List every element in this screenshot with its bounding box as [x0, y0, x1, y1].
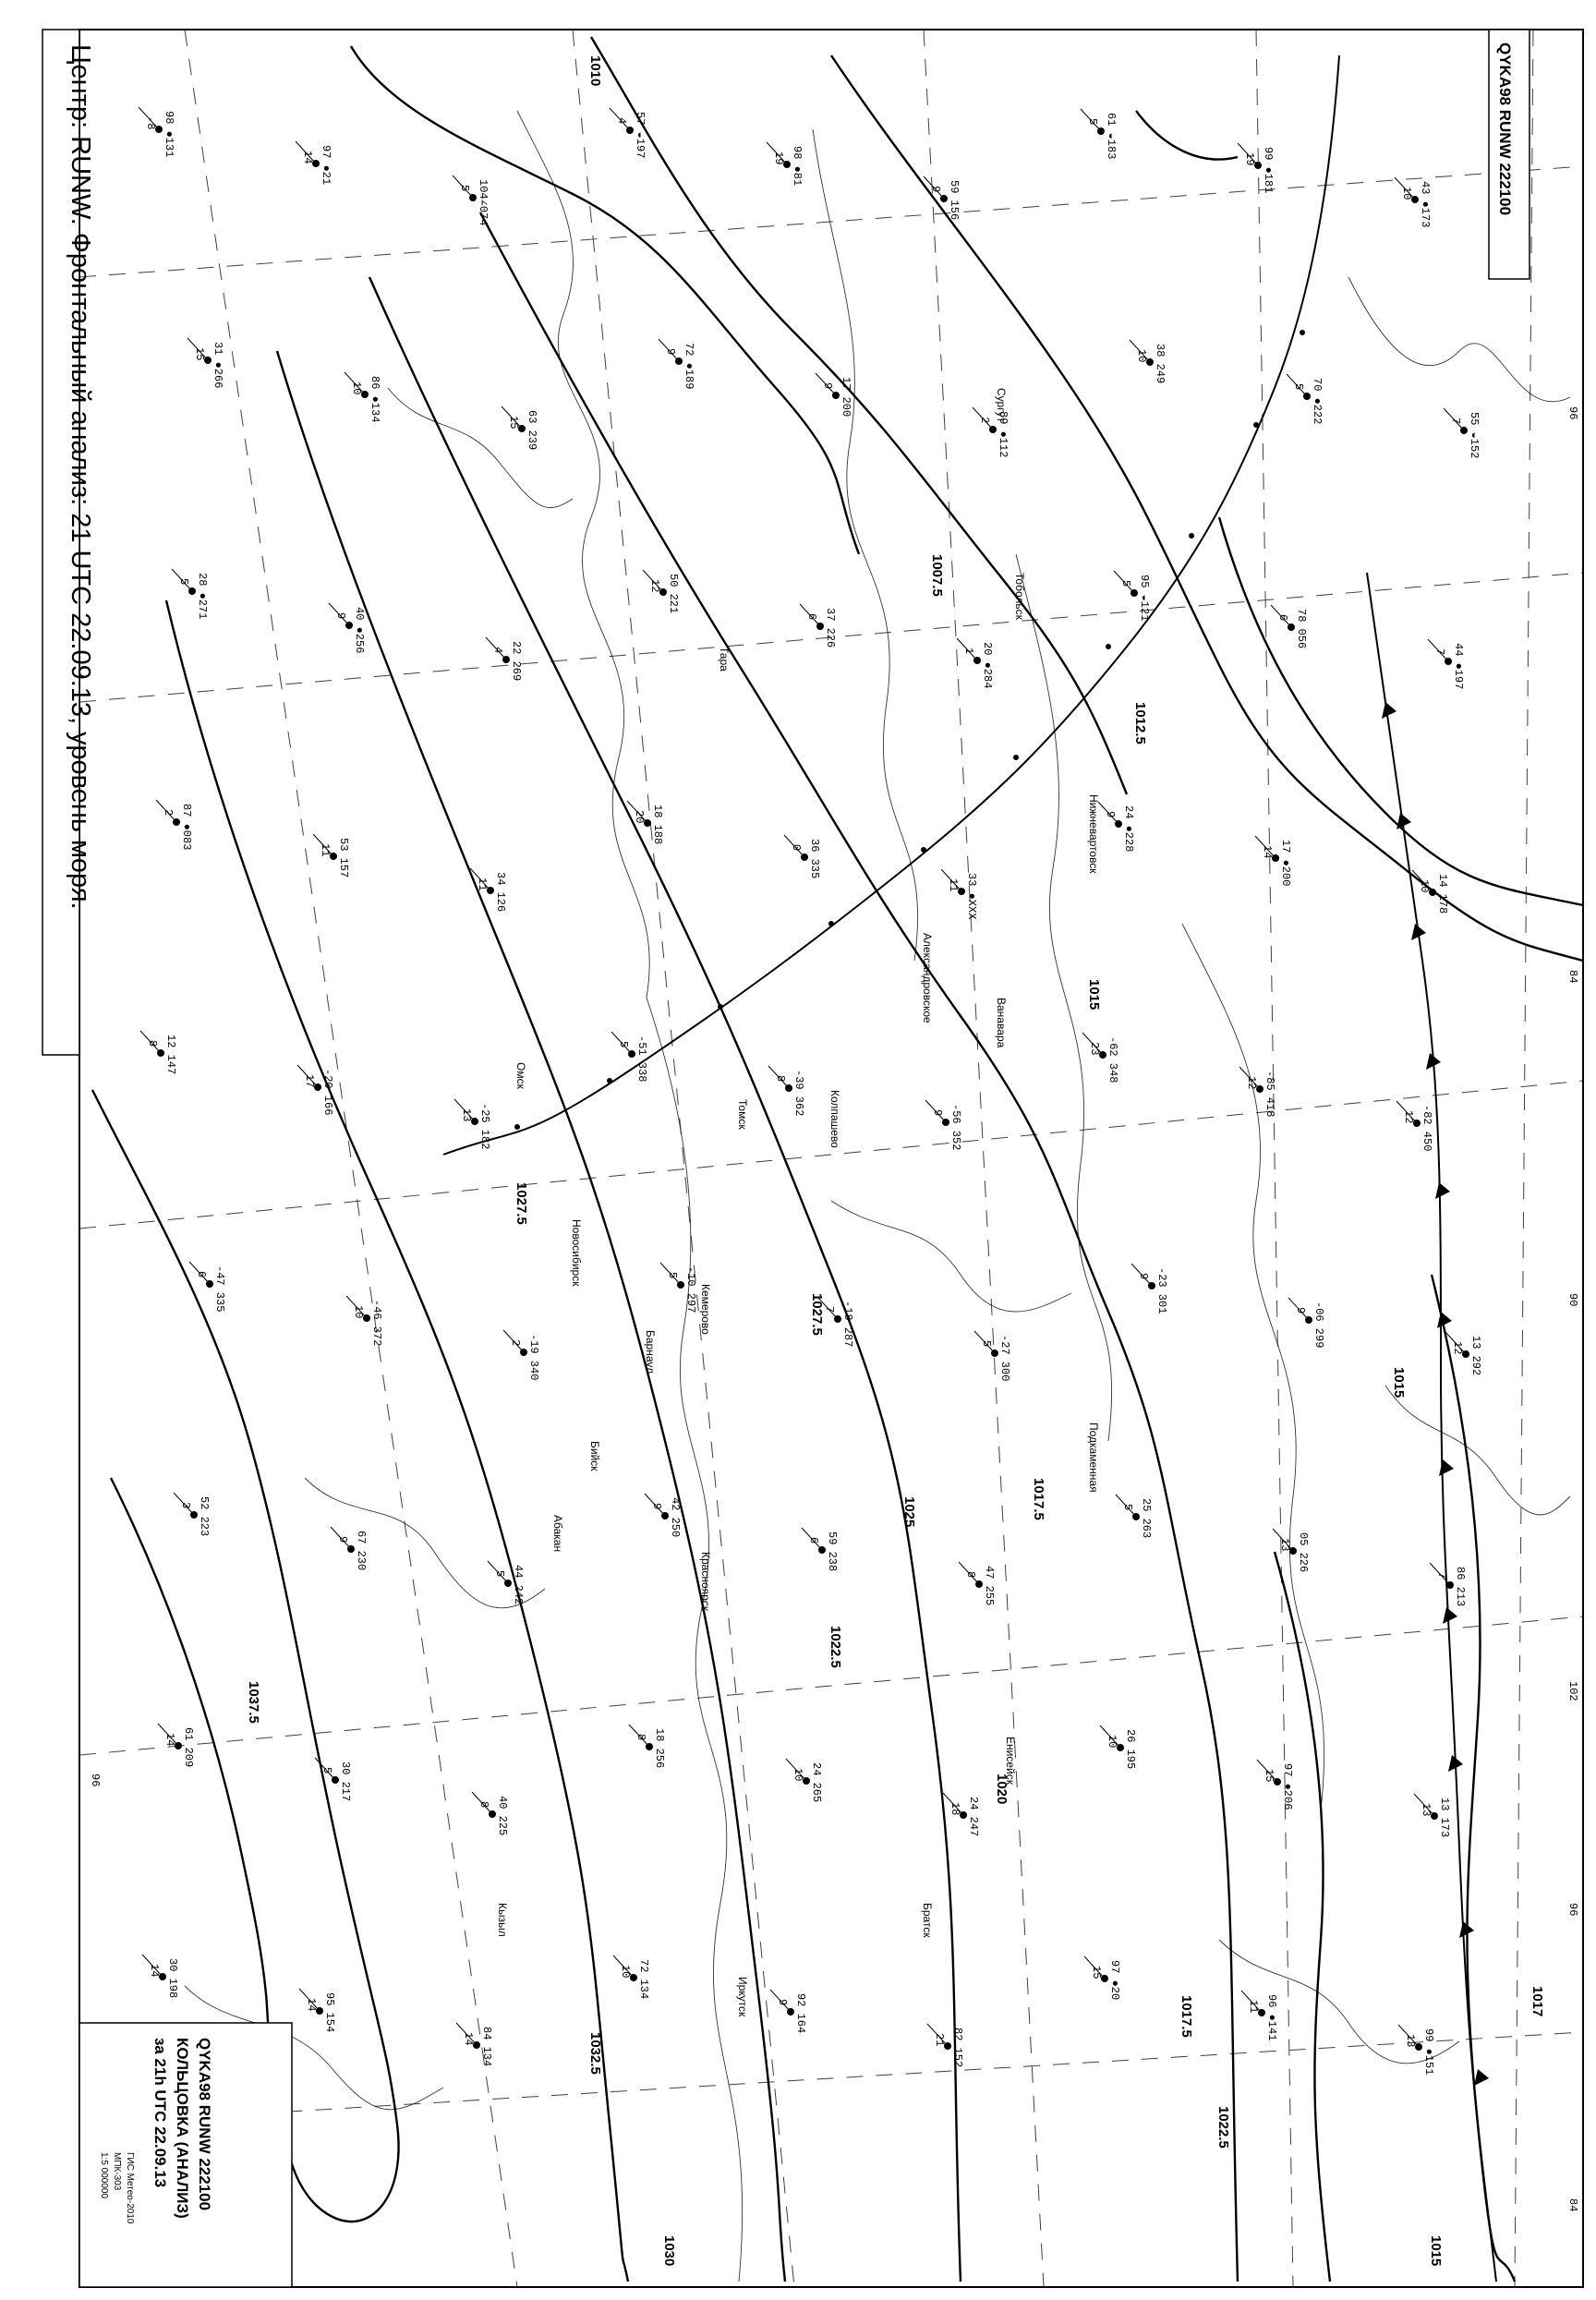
city-label: Новосибирск — [570, 1219, 583, 1287]
station-value: -39 362 — [792, 1070, 805, 1117]
city-label: Александровское — [921, 933, 934, 1023]
corner-code: QYKA98 RUNW 222100 — [1496, 42, 1514, 216]
station-sub: 9 — [929, 186, 942, 193]
station-value: 86 213 — [1454, 1567, 1467, 1607]
station-value: 87 ●083 — [180, 804, 193, 851]
station-value: 99 ●181 — [1262, 147, 1275, 194]
station-value: -10 297 — [684, 1266, 697, 1313]
station-value: 98 ●81 — [791, 146, 804, 187]
station-sub: 12 — [1402, 1110, 1415, 1124]
city-label: Кемерово — [699, 1284, 712, 1335]
station-sub: 10 — [619, 1965, 632, 1979]
station-sub: 1 — [962, 648, 975, 655]
isobar-label: 1022.5 — [1215, 2106, 1231, 2149]
city-label: Красноярск — [699, 1552, 712, 1612]
isobar-label: 1030 — [661, 2235, 677, 2267]
city-label: Абакан — [551, 1515, 564, 1553]
station-value: 17 200 — [840, 377, 852, 418]
station-sub: 14 — [301, 151, 314, 164]
longitude-mark: 84 — [1566, 2198, 1579, 2212]
station-value: 34 126 — [494, 872, 507, 913]
isobar-label: 1015 — [1086, 979, 1102, 1011]
station-sub: -8 — [144, 116, 157, 130]
isobar-label: 1017.5 — [1031, 1478, 1046, 1520]
city-label: Енисейск — [1004, 1737, 1017, 1785]
station-sub: 5 — [1119, 580, 1132, 587]
station-value: 22 269 — [510, 641, 523, 682]
station-sub: 10 — [1418, 879, 1431, 893]
station-value: -85 418 — [1264, 1071, 1276, 1118]
station-value: 98 ●131 — [163, 111, 175, 158]
isobar-label: 1037.5 — [246, 1681, 261, 1724]
title-bar — [42, 30, 95, 1055]
station-value: -82 450 — [1421, 1105, 1433, 1152]
station-sub: 0 — [790, 844, 803, 852]
longitude-mark: 102 — [1566, 1681, 1579, 1701]
station-sub: 6 — [1276, 614, 1289, 622]
station-sub: 5 — [1292, 383, 1305, 391]
station-value: 30 217 — [339, 1761, 352, 1802]
station-sub: 7 — [1449, 418, 1462, 425]
isobar-label: 1022.5 — [828, 1626, 843, 1668]
isobar-label: 1010 — [587, 55, 603, 87]
stamp-small1: ГИС Метео-2010 — [125, 2152, 135, 2224]
city-label: Нижневартовск — [1087, 794, 1100, 874]
isobar-label: 1032.5 — [587, 2032, 603, 2075]
station-sub: 10 — [1106, 1735, 1118, 1749]
station-sub: 13 — [1420, 1803, 1433, 1817]
map-frame — [79, 30, 1583, 2287]
station-value: 61 209 — [182, 1727, 195, 1768]
station-value: -46 372 — [370, 1300, 383, 1347]
station-value: 24 ●228 — [1122, 805, 1135, 853]
station-sub: 8 — [635, 1734, 647, 1741]
city-label: Подкаменная — [1087, 1422, 1100, 1493]
station-value: 97 ●20 — [1108, 1960, 1121, 2001]
station-sub: 7 — [1433, 648, 1446, 656]
station-sub: 9 — [931, 1109, 944, 1117]
isobar-label: 1020 — [994, 1773, 1010, 1805]
station-sub: 9 — [821, 382, 834, 390]
isobar-label: 1025 — [901, 1496, 917, 1528]
station-sub: 5 — [493, 1570, 506, 1578]
station-sub: 10 — [792, 1768, 804, 1782]
station-sub: 11 — [947, 878, 960, 892]
station-sub: 9 — [1104, 811, 1117, 818]
station-value: 33 ●XXX — [965, 873, 978, 920]
station-sub: 15 — [1263, 1769, 1276, 1783]
station-sub: 10 — [350, 381, 363, 395]
station-value: -19 340 — [527, 1334, 540, 1381]
station-value: 36 335 — [808, 839, 821, 879]
station-sub: 13 — [1278, 1538, 1291, 1552]
city-label: Томск — [736, 1099, 749, 1130]
station-value: 13 292 — [1469, 1336, 1482, 1376]
station-value: 25 263 — [1140, 1498, 1153, 1539]
station-value: 12 147 — [164, 1035, 177, 1075]
station-value: 72 134 — [637, 1959, 650, 2000]
station-sub: 4 — [615, 117, 628, 125]
city-label: Бийск — [588, 1441, 601, 1471]
longitude-mark: 96 — [1566, 406, 1579, 420]
station-sub: 17 — [303, 1074, 316, 1088]
station-value: -20 166 — [321, 1069, 334, 1116]
station-sub: 2 — [509, 1339, 522, 1347]
station-value: -56 352 — [949, 1104, 962, 1151]
station-sub: 18 — [949, 1802, 961, 1816]
station-sub: 5 — [617, 1041, 630, 1048]
station-sub: 11 — [1247, 2000, 1260, 2014]
station-value: -47 335 — [213, 1265, 226, 1313]
longitude-mark: 84 — [1566, 970, 1579, 984]
station-value: 14 178 — [1436, 874, 1449, 914]
station-sub: 12 — [1245, 1076, 1258, 1090]
station-value: 05 226 — [1297, 1532, 1310, 1573]
station-value: 99 ●151 — [1422, 2028, 1435, 2076]
station-sub: 5 — [320, 1767, 333, 1774]
station-sub: 9 — [650, 1503, 663, 1510]
station-sub: 8 — [774, 1075, 787, 1083]
station-value: 13 173 — [1438, 1798, 1451, 1838]
longitude-mark: 96 — [89, 1773, 102, 1787]
station-sub: 14 — [1261, 845, 1274, 859]
station-sub: 8 — [964, 1571, 977, 1579]
station-value: 44 242 — [512, 1565, 525, 1605]
city-label: Сургут — [995, 388, 1008, 423]
station-value: 17 ●200 — [1279, 840, 1292, 887]
station-value: 61 ◒183 — [1105, 113, 1118, 160]
station-value: 31 ●266 — [212, 342, 224, 389]
station-value: 38 249 — [1154, 344, 1167, 384]
isobar-label: 1015 — [1391, 1367, 1407, 1398]
city-label: Омск — [514, 1062, 527, 1089]
station-value: 44 ●197 — [1452, 643, 1465, 690]
station-value: 82 152 — [951, 2028, 964, 2068]
station-sub: 5 — [1121, 1504, 1134, 1511]
station-value: 18 256 — [653, 1728, 666, 1769]
station-sub: 14 — [462, 2032, 475, 2046]
station-sub: 6 — [807, 1537, 820, 1544]
station-value: -06 299 — [1312, 1301, 1325, 1349]
station-sub: 6 — [195, 1271, 208, 1278]
station-sub: 2 — [978, 417, 991, 424]
station-value: 30 198 — [166, 1958, 179, 1999]
station-value: -62 348 — [1106, 1036, 1119, 1083]
corner-code-box — [1489, 30, 1530, 279]
city-label: Тобольск — [1013, 573, 1026, 620]
station-value: -18 287 — [841, 1301, 854, 1348]
stamp-small2: МПК-303 — [112, 2152, 122, 2191]
station-sub: 10 — [1135, 349, 1148, 363]
station-value: 97 ●206 — [1281, 1763, 1294, 1810]
isobar-label: 1017 — [1530, 1986, 1545, 2017]
station-sub: 10 — [1400, 187, 1413, 200]
city-label: Барнаул — [644, 1330, 657, 1374]
station-value: 97 ●21 — [320, 145, 332, 186]
station-sub: 9 — [334, 612, 347, 620]
station-sub: 5 — [177, 578, 190, 586]
station-value: 92 164 — [794, 1993, 807, 2034]
station-sub: 9 — [1294, 1307, 1307, 1314]
station-value: 78 056 — [1295, 609, 1308, 649]
station-sub: 5 — [666, 1272, 679, 1279]
city-label: Кызыл — [496, 1903, 509, 1937]
station-sub: 9 — [1137, 1273, 1150, 1280]
map-title: Центр: RUNW. Фронтальный анализ: 21 UTC 22.09.13, уровень моря. — [66, 44, 95, 910]
station-value: 57 ◒197 — [634, 112, 647, 159]
station-sub: 9 — [776, 1999, 789, 2006]
station-sub: 14 — [163, 1733, 176, 1747]
station-value: 37 226 — [824, 608, 837, 648]
station-value: -25 182 — [478, 1103, 491, 1150]
isobar-label: 1027.5 — [809, 1293, 825, 1336]
station-sub: 23 — [1088, 1042, 1101, 1056]
station-value: -27 300 — [998, 1335, 1011, 1382]
station-sub: 15 — [193, 347, 206, 361]
station-sub: 9 — [336, 1536, 349, 1543]
city-label: Братск — [921, 1903, 934, 1938]
station-sub: 20 — [633, 810, 646, 824]
station-value: 95 154 — [323, 1992, 336, 2033]
station-sub: 3 — [179, 1502, 192, 1509]
station-value: 63 239 — [526, 410, 538, 451]
station-value: 72 ●189 — [683, 343, 695, 390]
isobar-label: 1017.5 — [1179, 1995, 1194, 2038]
station-sub: 8 — [478, 1801, 490, 1809]
station-value: 50 221 — [667, 574, 680, 614]
stamp-line2: КОЛЬЦОВКА (АНАЛИЗ) — [174, 2038, 191, 2219]
station-value: 55 ◒152 — [1468, 412, 1481, 459]
station-value: 84 134 — [480, 2027, 493, 2067]
stamp-line3: за 21h UTC 22.09.13 — [151, 2038, 169, 2188]
station-value: 95 ◒121 — [1138, 575, 1151, 622]
station-sub: 15 — [1090, 1966, 1103, 1979]
analysis-stamp — [79, 2023, 292, 2287]
station-value: 43 ●173 — [1419, 181, 1432, 228]
station-sub: 6 — [805, 613, 818, 621]
city-label: Иркутск — [736, 1977, 749, 2017]
station-value: 42 250 — [669, 1497, 682, 1538]
station-value: 40 ●256 — [353, 607, 366, 654]
isobar-label: 1007.5 — [929, 554, 945, 597]
station-sub: 4 — [491, 647, 504, 654]
station-value: 70 ●222 — [1311, 378, 1324, 425]
station-value: 47 255 — [983, 1566, 996, 1606]
station-value: -51 338 — [635, 1035, 648, 1083]
station-value: 24 247 — [967, 1797, 980, 1837]
city-label: Тара — [718, 647, 731, 672]
station-sub: 15 — [507, 416, 520, 430]
longitude-mark: 96 — [1566, 1903, 1579, 1917]
isobar-label: 1015 — [1428, 2235, 1444, 2267]
station-sub: 11 — [319, 843, 332, 857]
station-sub: 2 — [162, 809, 175, 817]
station-value: 20 ●284 — [981, 642, 994, 689]
station-sub: 5 — [1086, 118, 1099, 126]
station-sub: 13 — [460, 1108, 473, 1122]
station-value: 53 157 — [337, 838, 350, 878]
station-sub: 12 — [648, 579, 661, 593]
station-value: 59 156 — [948, 180, 961, 221]
station-value: 89 ●112 — [997, 411, 1010, 458]
station-value: 96 ●141 — [1265, 1994, 1278, 2041]
station-value: 40 225 — [496, 1796, 509, 1836]
station-sub: 19 — [1243, 152, 1256, 166]
station-value: 104∠074 — [477, 179, 490, 226]
station-sub: 5 — [458, 185, 471, 192]
stamp-small3: 1:5 000000 — [99, 2152, 109, 2199]
station-sub: 19 — [772, 151, 785, 165]
city-label: Ванавара — [995, 998, 1008, 1048]
station-value: 24 265 — [810, 1762, 823, 1803]
isobar-label: 1012.5 — [1132, 702, 1148, 744]
station-sub: 14 — [148, 1964, 161, 1978]
station-value: 28 ●271 — [196, 573, 209, 620]
station-sub: 10 — [352, 1305, 365, 1319]
station-sub: 12 — [1451, 1341, 1464, 1355]
stamp-line1: QYKA98 RUNW 222100 — [196, 2038, 213, 2211]
station-sub: 13 — [1404, 2034, 1417, 2048]
isobar-label: 1027.5 — [514, 1182, 529, 1225]
city-label: Колпашево — [828, 1090, 841, 1148]
longitude-mark: 90 — [1566, 1293, 1579, 1307]
station-value: -23 301 — [1155, 1267, 1168, 1314]
station-value: 67 230 — [355, 1531, 368, 1571]
station-value: 18 188 — [651, 805, 664, 845]
station-value: 86 ●134 — [369, 376, 381, 423]
station-sub: 8 — [146, 1040, 159, 1047]
station-sub: 11 — [476, 878, 489, 891]
station-sub: 14 — [305, 1998, 318, 2012]
station-value: 52 223 — [198, 1496, 211, 1537]
station-sub: 7 — [823, 1306, 836, 1313]
station-value: 26 195 — [1124, 1729, 1137, 1770]
station-sub: 7 — [1435, 1572, 1448, 1580]
station-value: 59 238 — [826, 1531, 839, 1572]
station-sub: 5 — [980, 1340, 993, 1348]
station-sub: 9 — [664, 348, 677, 356]
station-sub: 21 — [933, 2033, 946, 2047]
